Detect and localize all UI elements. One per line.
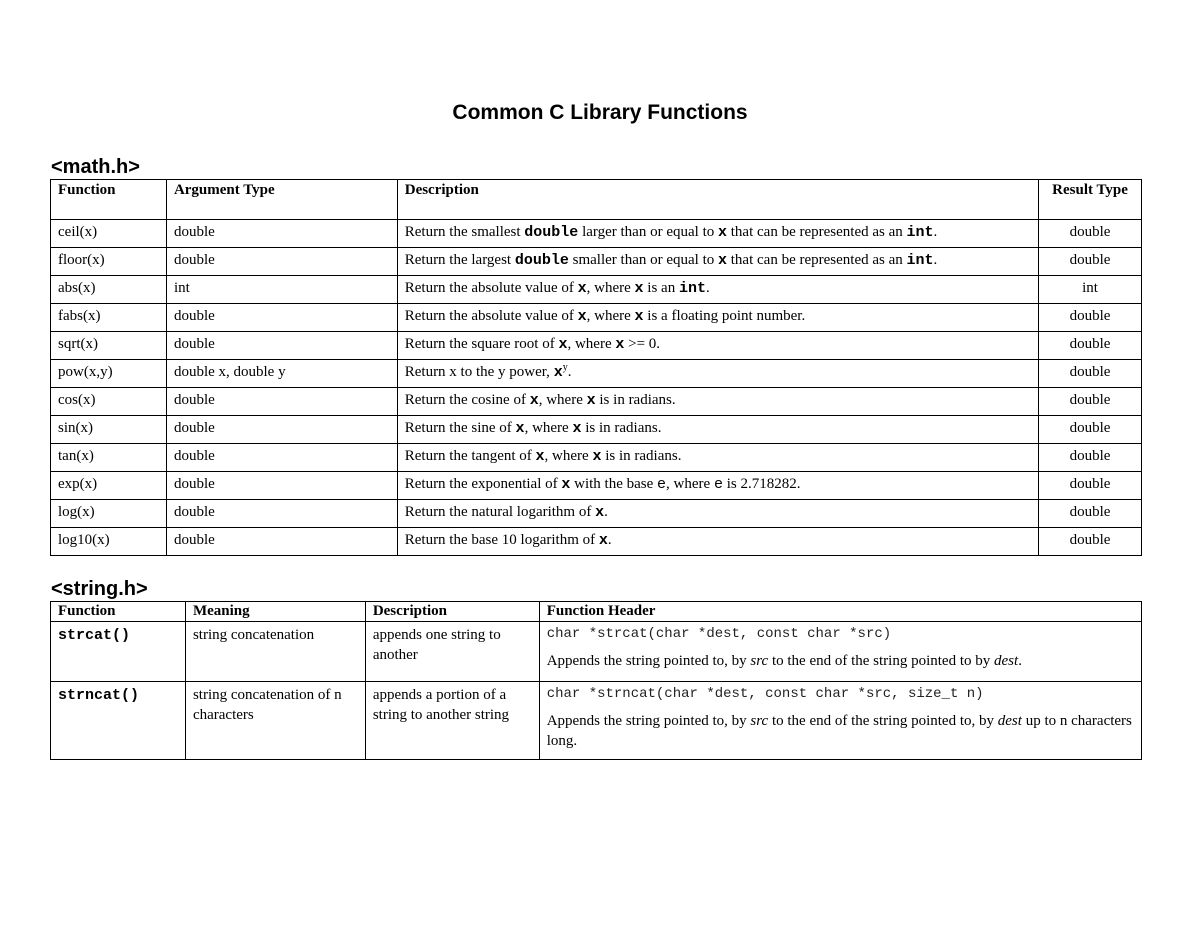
result-type-cell: double xyxy=(1039,472,1142,500)
description-cell: Return the cosine of x, where x is in radians. xyxy=(397,388,1038,416)
argument-type-cell: double xyxy=(166,444,397,472)
table-row xyxy=(51,528,1142,556)
function-cell: pow(x,y) xyxy=(51,360,167,388)
argument-type-cell: double xyxy=(166,500,397,528)
table-row xyxy=(51,220,1142,248)
argument-type-cell: double xyxy=(166,416,397,444)
function-signature: char *strcat(char *dest, const char *src) xyxy=(546,626,892,642)
description-cell: Return the absolute value of x, where x is an int. xyxy=(397,276,1038,304)
function-cell: abs(x) xyxy=(51,276,167,304)
result-type-cell: double xyxy=(1039,220,1142,248)
function-cell: sin(x) xyxy=(51,416,167,444)
description-cell: Return the tangent of x, where x is in radians. xyxy=(397,444,1038,472)
description-cell: Return the largest double smaller than or equal to x that can be represented as an int. xyxy=(397,248,1038,276)
result-type-cell: double xyxy=(1039,528,1142,556)
argument-type-cell: double xyxy=(166,388,397,416)
table-header-row xyxy=(51,602,1142,622)
table-row xyxy=(51,472,1142,500)
result-type-cell: double xyxy=(1039,500,1142,528)
function-cell: sqrt(x) xyxy=(51,332,167,360)
description-cell: Return the absolute value of x, where x is a floating point number. xyxy=(397,304,1038,332)
column-header-function-header: Function Header xyxy=(539,602,1141,622)
argument-type-cell: double xyxy=(166,472,397,500)
table-row xyxy=(51,304,1142,332)
result-type-cell: double xyxy=(1039,444,1142,472)
result-type-cell: double xyxy=(1039,248,1142,276)
meaning-cell: string concatenation of n characters xyxy=(185,682,365,760)
table-row xyxy=(51,248,1142,276)
function-cell: tan(x) xyxy=(51,444,167,472)
meaning-cell: string concatenation xyxy=(185,622,365,682)
string-h-heading: <string.h> xyxy=(51,578,148,600)
column-header-meaning: Meaning xyxy=(185,602,365,622)
page-title: Common C Library Functions xyxy=(452,101,748,124)
math-h-heading: <math.h> xyxy=(51,156,140,178)
column-header-function: Function xyxy=(51,602,186,622)
function-cell: exp(x) xyxy=(51,472,167,500)
function-header-cell xyxy=(539,682,1141,760)
column-header-description: Description xyxy=(365,602,539,622)
table-row xyxy=(51,416,1142,444)
argument-type-cell: double x, double y xyxy=(166,360,397,388)
table-row xyxy=(51,332,1142,360)
table-row xyxy=(51,388,1142,416)
argument-type-cell: double xyxy=(166,332,397,360)
table-row xyxy=(51,444,1142,472)
function-header-description: Appends the string pointed to, by src to the end of the string pointed to, by dest up to n characters long. xyxy=(546,713,1132,749)
argument-type-cell: double xyxy=(166,304,397,332)
function-cell: log(x) xyxy=(51,500,167,528)
table-row xyxy=(51,500,1142,528)
function-cell: cos(x) xyxy=(51,388,167,416)
description-cell: Return the sine of x, where x is in radians. xyxy=(397,416,1038,444)
function-cell: strncat() xyxy=(51,682,186,760)
result-type-cell: int xyxy=(1039,276,1142,304)
description-cell: appends one string to another xyxy=(365,622,539,682)
function-cell: log10(x) xyxy=(51,528,167,556)
table-row xyxy=(51,276,1142,304)
result-type-cell: double xyxy=(1039,388,1142,416)
argument-type-cell: double xyxy=(166,528,397,556)
column-header-description: Description xyxy=(397,180,1038,220)
function-header-cell xyxy=(539,622,1141,682)
table-row xyxy=(51,682,1142,760)
function-signature: char *strncat(char *dest, const char *src, size_t n) xyxy=(546,686,984,702)
table-row xyxy=(51,360,1142,388)
result-type-cell: double xyxy=(1039,332,1142,360)
result-type-cell: double xyxy=(1039,416,1142,444)
math-functions-table xyxy=(50,179,1142,556)
table-row xyxy=(51,622,1142,682)
column-header-result-type: Result Type xyxy=(1039,180,1142,220)
argument-type-cell: double xyxy=(166,248,397,276)
column-header-function: Function xyxy=(51,180,167,220)
argument-type-cell: double xyxy=(166,220,397,248)
argument-type-cell: int xyxy=(166,276,397,304)
description-cell: Return x to the y power, $x^y$. xyxy=(397,360,1038,388)
description-cell: Return the natural logarithm of x. xyxy=(397,500,1038,528)
description-cell: Return the base 10 logarithm of x. xyxy=(397,528,1038,556)
table-header-row xyxy=(51,180,1142,220)
description-cell: Return the exponential of x with the base e, where e is 2.718282. xyxy=(397,472,1038,500)
result-type-cell: double xyxy=(1039,304,1142,332)
description-cell: Return the smallest double larger than or equal to x that can be represented as an int. xyxy=(397,220,1038,248)
function-cell: fabs(x) xyxy=(51,304,167,332)
string-functions-table xyxy=(50,601,1142,760)
function-cell: ceil(x) xyxy=(51,220,167,248)
result-type-cell: double xyxy=(1039,360,1142,388)
function-header-description: Appends the string pointed to, by src to the end of the string pointed to by dest. xyxy=(546,653,1022,669)
column-header-argument-type: Argument Type xyxy=(166,180,397,220)
description-cell: appends a portion of a string to another string xyxy=(365,682,539,760)
function-cell: strcat() xyxy=(51,622,186,682)
function-cell: floor(x) xyxy=(51,248,167,276)
description-cell: Return the square root of x, where x >= 0. xyxy=(397,332,1038,360)
